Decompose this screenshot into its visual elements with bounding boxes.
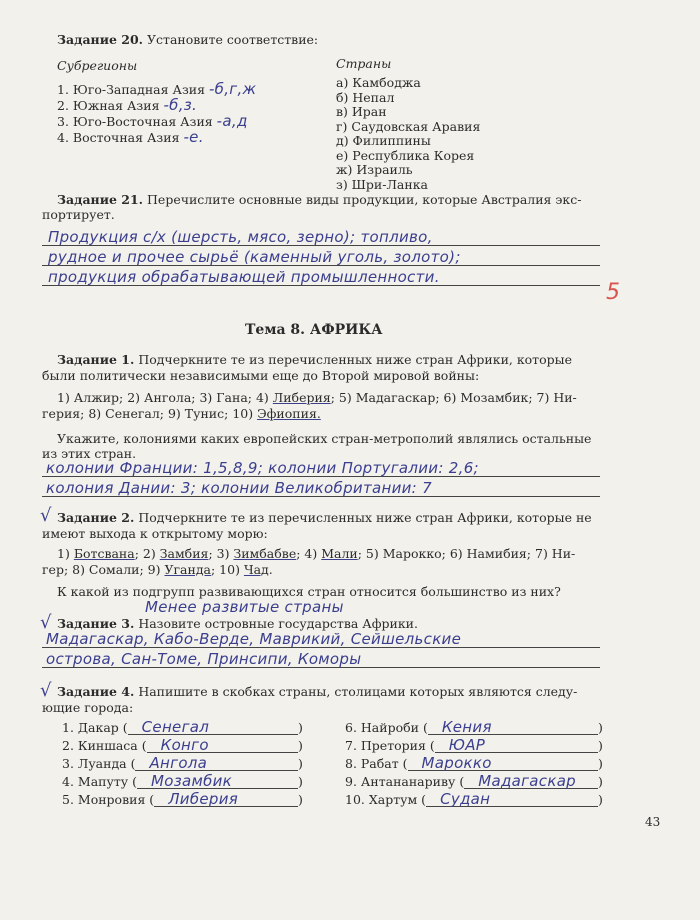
country-item: е) Республика Корея: [336, 147, 475, 163]
handwritten-answer: Мадагаскар, Кабо-Верде, Маврикий, Сейшельские: [46, 630, 462, 648]
handwritten-answer: Кения: [441, 718, 492, 736]
close-paren: ): [598, 792, 603, 807]
subregion-item: [57, 112, 256, 128]
subregion-label: 3. Юго-Восточная Азия: [57, 114, 213, 129]
handwritten-answer: Мозамбик: [150, 772, 233, 790]
task2-heading: [57, 510, 592, 525]
city-label: 2. Киншаса (: [62, 738, 147, 753]
close-paren: ): [298, 756, 303, 771]
underlined-country: Уганда: [164, 562, 211, 577]
capital-row: [345, 772, 603, 789]
task2-question: К какой из подгрупп развивающихся стран относится большинство из них?: [57, 584, 561, 599]
subregion-label: 2. Южная Азия: [57, 98, 160, 113]
page-number: 43: [645, 815, 661, 829]
handwritten-answer: Сенегал: [141, 718, 210, 736]
underlined-country: Мали: [321, 546, 358, 561]
answer-blank: [426, 790, 598, 807]
country-item: б) Непал: [336, 89, 395, 105]
list-text: гер; 8) Сомали; 9): [42, 562, 165, 577]
task2-list-line: [57, 546, 575, 561]
city-label: 7. Претория (: [345, 738, 435, 753]
close-paren: ): [298, 738, 303, 753]
handwritten-answer: Конго: [160, 736, 209, 754]
answer-blank: [147, 736, 298, 753]
country-item: а) Камбоджа: [336, 75, 421, 90]
underlined-country: Либерия: [272, 390, 331, 405]
handwritten-answer: Мадагаскар: [478, 772, 577, 790]
underlined-country: Чад: [243, 562, 269, 577]
country-item: д) Филиппины: [336, 133, 431, 148]
subregions-header: Субрегионы: [57, 58, 138, 73]
handwritten-answer: Менее развитые страны: [145, 598, 344, 616]
subregion-item: [57, 96, 256, 112]
underlined-country: Замбия: [159, 546, 209, 561]
list-text: ; 4): [296, 546, 322, 561]
check-mark-icon: √: [40, 680, 52, 701]
close-paren: ): [598, 720, 603, 735]
handwritten-answer: -б,г,ж: [208, 80, 257, 98]
task4-text-cont: ющие города:: [42, 700, 134, 715]
close-paren: ): [298, 792, 303, 807]
capital-row: [62, 736, 303, 753]
subregion-label: 4. Восточная Азия: [57, 130, 180, 145]
capital-row: [62, 718, 303, 735]
underlined-country: Ботсвана: [73, 546, 135, 561]
topic-title: Тема 8. АФРИКА: [245, 322, 383, 338]
check-mark-icon: √: [40, 505, 52, 526]
close-paren: ): [598, 756, 603, 771]
country-item: ж) Израиль: [336, 162, 413, 177]
handwritten-answer: колонии Франции: 1,5,8,9; колонии Португалии: 2,6;: [46, 459, 479, 477]
task4-heading: [57, 684, 577, 699]
subregion-item: [57, 128, 256, 144]
task1-heading: [57, 352, 572, 367]
capital-row: [345, 754, 603, 771]
list-text: герия; 8) Сенегал; 9) Тунис; 10): [42, 406, 258, 421]
grade-mark: 5: [606, 280, 620, 305]
handwritten-answer: колония Дании: 3; колонии Великобритании: 7: [46, 479, 432, 497]
countries-list: [336, 76, 480, 192]
capital-row: [345, 736, 603, 753]
list-text: ; 2): [134, 546, 160, 561]
check-mark-icon: √: [40, 612, 52, 633]
list-text: 1) Алжир; 2) Ангола; 3) Гана; 4): [57, 390, 273, 405]
task21-text: Перечислите основные виды продукции, которые Австралия экс-: [147, 192, 582, 207]
task4-text: Напишите в скобках страны, столицами которых являются следу-: [138, 684, 578, 699]
handwritten-answer: -а,д: [216, 112, 248, 130]
answer-blank: [428, 718, 598, 735]
task1-number: Задание 1.: [57, 352, 135, 367]
underlined-country: Эфиопия.: [257, 406, 321, 421]
capital-row: [62, 772, 303, 789]
underlined-country: Зимбабве: [233, 546, 297, 561]
task21-heading: [57, 192, 581, 207]
answer-blank: [137, 772, 298, 789]
task3-heading: [57, 616, 418, 631]
city-label: 3. Луанда (: [62, 756, 136, 771]
task4-number: Задание 4.: [57, 684, 135, 699]
country-item: г) Саудовская Аравия: [336, 118, 481, 134]
countries-header: Страны: [336, 56, 392, 71]
list-text: ; 5) Марокко; 6) Намибия; 7) Ни-: [357, 546, 576, 561]
handwritten-answer: -е.: [183, 128, 204, 146]
task1-question: Укажите, колониями каких европейских стран-метрополий являлись остальные: [57, 431, 592, 446]
close-paren: ): [298, 774, 303, 789]
city-label: 1. Дакар (: [62, 720, 128, 735]
task1-list-line: [42, 406, 321, 421]
list-text: ; 3): [208, 546, 234, 561]
task3-text: Назовите островные государства Африки.: [138, 616, 418, 631]
list-text: 1): [57, 546, 74, 561]
task2-text-cont: имеют выхода к открытому морю:: [42, 526, 268, 541]
capital-row: [345, 718, 603, 735]
handwritten-answer: Ангола: [149, 754, 208, 772]
city-label: 6. Найроби (: [345, 720, 428, 735]
handwritten-answer: рудное и прочее сырьё (каменный уголь, золото);: [48, 248, 461, 266]
answer-blank: [435, 736, 598, 753]
task3-number: Задание 3.: [57, 616, 135, 631]
handwritten-answer: Судан: [440, 790, 491, 808]
city-label: 10. Хартум (: [345, 792, 427, 807]
close-paren: ): [598, 738, 603, 753]
task1-text-cont: были политически независимыми еще до Второй мировой войны:: [42, 368, 480, 383]
handwritten-answer: -б,з.: [163, 96, 198, 114]
handwritten-answer: продукция обрабатывающей промышленности.: [48, 268, 440, 286]
city-label: 5. Монровия (: [62, 792, 155, 807]
answer-blank: [135, 754, 298, 771]
task21-number: Задание 21.: [57, 192, 144, 207]
city-label: 9. Антананариву (: [345, 774, 465, 789]
task1-question-cont: из этих стран.: [42, 446, 137, 461]
task21-text-cont: портирует.: [42, 207, 115, 222]
close-paren: ): [298, 720, 303, 735]
task1-list-line: [57, 390, 577, 405]
answer-blank: [464, 772, 598, 789]
answer-blank: [128, 718, 298, 735]
handwritten-answer: острова, Сан-Томе, Принсипи, Коморы: [46, 650, 362, 668]
capital-row: [62, 790, 303, 807]
task2-number: Задание 2.: [57, 510, 135, 525]
country-item: в) Иран: [336, 104, 387, 119]
list-text: ; 5) Мадагаскар; 6) Мозамбик; 7) Ни-: [330, 390, 577, 405]
city-label: 8. Рабат (: [345, 756, 408, 771]
subregion-item: [57, 80, 256, 96]
answer-blank: [408, 754, 598, 771]
subregion-label: 1. Юго-Западная Азия: [57, 82, 205, 97]
task1-text: Подчеркните те из перечисленных ниже стран Африки, которые: [138, 352, 572, 367]
handwritten-answer: Либерия: [168, 790, 239, 808]
capital-row: [62, 754, 303, 771]
close-paren: ): [598, 774, 603, 789]
task20-number: Задание 20.: [57, 32, 144, 47]
capital-row: [345, 790, 603, 807]
handwritten-answer: Продукция с/х (шерсть, мясо, зерно); топливо,: [48, 228, 433, 246]
answer-blank: [154, 790, 298, 807]
list-text: .: [268, 562, 273, 577]
task2-text: Подчеркните те из перечисленных ниже стран Африки, которые не: [138, 510, 592, 525]
handwritten-answer: ЮАР: [448, 736, 486, 754]
task20-text: Установите соответствие:: [147, 32, 319, 47]
list-text: ; 10): [210, 562, 244, 577]
task2-list-line: [42, 562, 273, 577]
country-item: з) Шри-Ланка: [336, 176, 428, 192]
city-label: 4. Мапуту (: [62, 774, 137, 789]
subregions-list: [57, 80, 256, 144]
handwritten-answer: Марокко: [421, 754, 492, 772]
task20-heading: [57, 32, 318, 47]
